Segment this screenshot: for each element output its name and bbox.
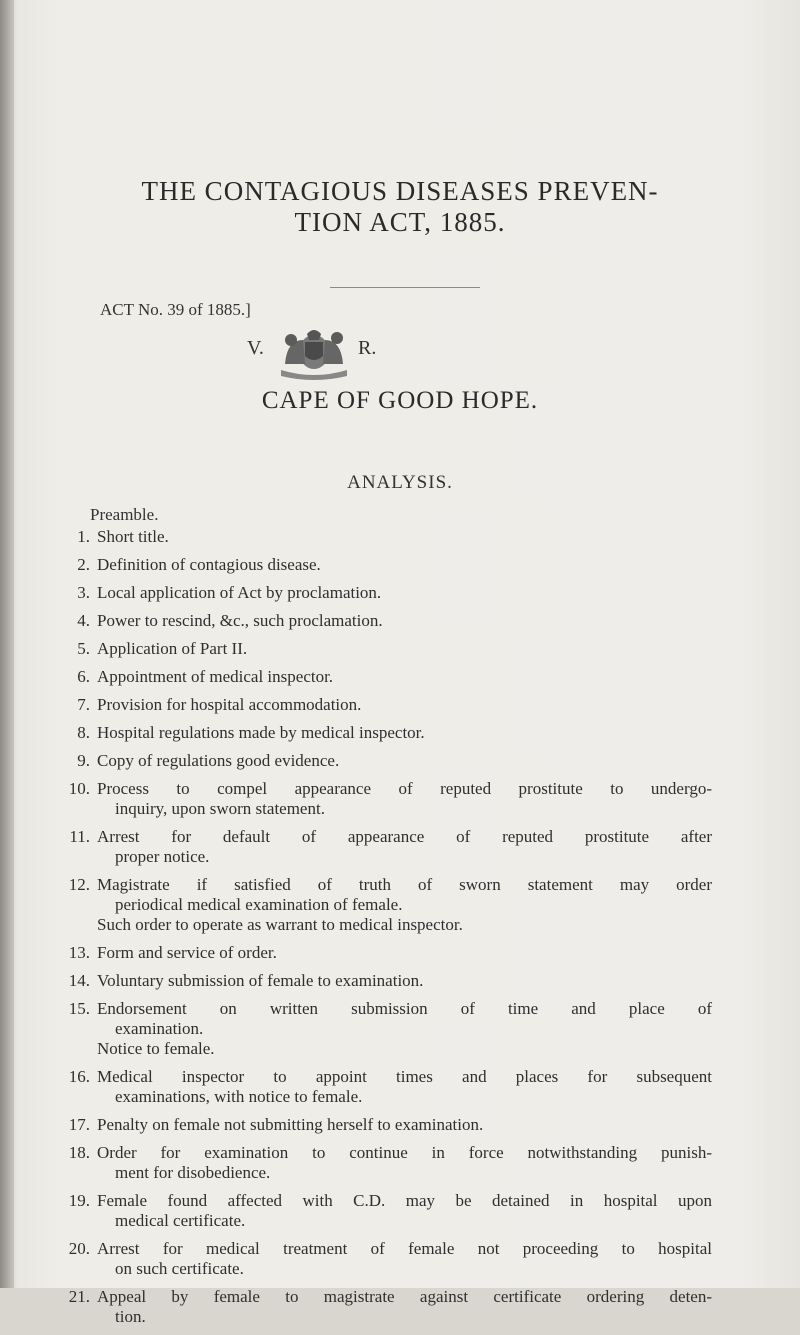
item-text-line: medical certificate.	[115, 1211, 246, 1230]
item-text-line: periodical medical examination of female.	[115, 895, 403, 914]
colony-heading: CAPE OF GOOD HOPE.	[261, 387, 539, 414]
item-text	[97, 971, 712, 991]
royal-cypher-r: R.	[358, 337, 377, 359]
item-text	[97, 999, 712, 1059]
list-item	[52, 943, 712, 963]
item-text	[97, 1287, 712, 1327]
item-text	[97, 1239, 712, 1279]
item-text	[97, 583, 712, 603]
item-text	[97, 723, 712, 743]
list-item	[52, 1115, 712, 1135]
title-divider	[330, 287, 480, 288]
item-text	[97, 1143, 712, 1183]
item-text-line: Appeal by female to magistrate against certificate ordering deten-	[97, 1287, 712, 1306]
list-item	[52, 827, 712, 867]
list-item	[52, 695, 712, 715]
item-text-line: Medical inspector to appoint times and places for subsequent	[97, 1067, 712, 1086]
item-text-line: proper notice.	[115, 847, 210, 866]
act-title-line-2: TION ACT, 1885.	[294, 207, 506, 237]
analysis-list	[52, 527, 712, 1335]
list-item	[52, 1287, 712, 1327]
item-text-line: Process to compel appearance of reputed prostitute to undergo-	[97, 779, 712, 798]
act-reference: ACT No. 39 of 1885.]	[100, 300, 251, 319]
item-number: 10.	[68, 779, 90, 798]
list-item	[52, 999, 712, 1059]
item-text-line: Copy of regulations good evidence.	[97, 751, 340, 770]
item-text-line: examinations, with notice to female.	[115, 1087, 363, 1106]
item-number: 11.	[69, 827, 90, 846]
item-text-line: on such certificate.	[115, 1259, 244, 1278]
list-item	[52, 971, 712, 991]
item-number: 3.	[77, 583, 90, 602]
item-number: 20.	[68, 1239, 90, 1258]
item-number: 12.	[68, 875, 90, 894]
item-text-line: Such order to operate as warrant to medical inspector.	[97, 915, 463, 934]
list-item	[52, 1239, 712, 1279]
item-number: 2.	[77, 555, 90, 574]
list-item	[52, 779, 712, 819]
item-text-line: Endorsement on written submission of time and place of	[97, 999, 712, 1018]
item-text	[97, 527, 712, 547]
item-text-line: Appointment of medical inspector.	[97, 667, 334, 686]
item-number: 15.	[68, 999, 90, 1018]
item-text	[97, 1067, 712, 1107]
item-text-line: Penalty on female not submitting herself to examination.	[97, 1115, 484, 1134]
item-text	[97, 639, 712, 659]
item-number: 9.	[77, 751, 90, 770]
list-item	[52, 527, 712, 547]
item-text-line: Definition of contagious disease.	[97, 555, 321, 574]
item-number: 6.	[77, 667, 90, 686]
preamble-label: Preamble.	[90, 505, 159, 524]
list-item	[52, 875, 712, 935]
item-number: 4.	[77, 611, 90, 630]
item-text	[97, 1191, 712, 1231]
list-item	[52, 751, 712, 771]
item-text-line: Hospital regulations made by medical inspector.	[97, 723, 425, 742]
list-item	[52, 1067, 712, 1107]
list-item	[52, 639, 712, 659]
item-number: 19.	[68, 1191, 90, 1210]
item-text-line: Voluntary submission of female to examination.	[97, 971, 424, 990]
item-text	[97, 555, 712, 575]
item-text	[97, 1115, 712, 1135]
item-number: 18.	[68, 1143, 90, 1162]
list-item	[52, 611, 712, 631]
item-text	[97, 667, 712, 687]
item-text	[97, 827, 712, 867]
list-item	[52, 1143, 712, 1183]
item-number: 13.	[68, 943, 90, 962]
royal-coat-of-arms-icon	[277, 318, 351, 382]
item-number: 1.	[77, 527, 90, 546]
item-text-line: Form and service of order.	[97, 943, 277, 962]
list-item	[52, 723, 712, 743]
item-number: 8.	[77, 723, 90, 742]
list-item	[52, 667, 712, 687]
item-text-line: inquiry, upon sworn statement.	[115, 799, 325, 818]
item-text-line: Local application of Act by proclamation.	[97, 583, 382, 602]
list-item	[52, 583, 712, 603]
act-title-line-1: THE CONTAGIOUS DISEASES PREVEN-	[141, 176, 659, 206]
item-text-line: ment for disobedience.	[115, 1163, 271, 1182]
item-text	[97, 943, 712, 963]
item-number: 14.	[68, 971, 90, 990]
item-text-line: Arrest for default of appearance of reputed prostitute after	[97, 827, 712, 846]
item-text	[97, 875, 712, 935]
item-text-line: Arrest for medical treatment of female not proceeding to hospital	[97, 1239, 712, 1258]
item-number: 5.	[77, 639, 90, 658]
item-text-line: tion.	[115, 1307, 146, 1326]
item-text-line: Magistrate if satisfied of truth of sworn statement may order	[97, 875, 712, 894]
item-text	[97, 611, 712, 631]
item-number: 7.	[77, 695, 90, 714]
act-title	[0, 176, 800, 238]
item-text	[97, 695, 712, 715]
item-text-line: examination.	[115, 1019, 204, 1038]
item-text	[97, 779, 712, 819]
item-text-line: Notice to female.	[97, 1039, 215, 1058]
item-text	[97, 751, 712, 771]
item-number: 21.	[68, 1287, 90, 1306]
item-number: 16.	[68, 1067, 90, 1086]
item-text-line: Power to rescind, &c., such proclamation.	[97, 611, 383, 630]
item-text-line: Provision for hospital accommodation.	[97, 695, 362, 714]
item-text-line: Application of Part II.	[97, 639, 248, 658]
item-text-line: Female found affected with C.D. may be detained in hospital upon	[97, 1191, 712, 1210]
royal-cypher-v: V.	[247, 337, 264, 359]
analysis-heading: ANALYSIS.	[347, 472, 453, 493]
list-item	[52, 1191, 712, 1231]
item-text-line: Order for examination to continue in force notwithstanding punish-	[97, 1143, 712, 1162]
item-number: 17.	[68, 1115, 90, 1134]
item-text-line: Short title.	[97, 527, 169, 546]
list-item	[52, 555, 712, 575]
